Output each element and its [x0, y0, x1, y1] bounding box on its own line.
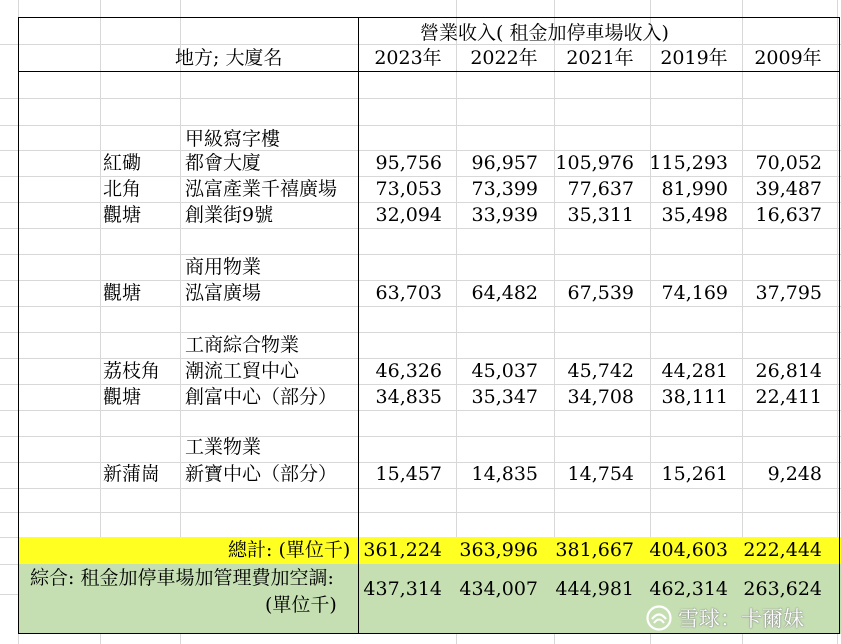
watermark — [646, 600, 804, 636]
header-column-label: 地方; 大廈名 — [175, 47, 283, 69]
value-cell: 74,169 — [661, 282, 728, 304]
header-year-1: 2022年 — [470, 47, 538, 69]
header-year-0: 2023年 — [374, 47, 442, 69]
building-cell: 創業街9號 — [185, 204, 274, 226]
gridline — [0, 358, 841, 359]
value-cell: 73,053 — [375, 178, 442, 200]
category-heading: 工商綜合物業 — [185, 334, 300, 356]
value-cell: 14,754 — [567, 463, 634, 485]
gridline — [0, 176, 841, 177]
building-cell: 新寶中心（部分） — [185, 463, 338, 485]
category-heading: 工業物業 — [185, 436, 262, 458]
gridline — [0, 512, 841, 513]
combined-label: 綜合: 租金加停車場加管理費加空調: — [30, 567, 334, 589]
gridline — [0, 150, 841, 151]
header-year-4: 2009年 — [754, 47, 822, 69]
border-right — [839, 17, 840, 634]
value-cell: 105,976 — [555, 152, 634, 174]
header-year-3: 2019年 — [660, 47, 728, 69]
value-cell: 34,708 — [567, 386, 634, 408]
category-heading: 商用物業 — [185, 256, 262, 278]
snowball-logo-icon — [646, 605, 672, 631]
value-cell: 37,795 — [755, 282, 822, 304]
gridline — [0, 202, 841, 203]
gridline — [0, 384, 841, 385]
district-cell: 荔枝角 — [103, 360, 161, 382]
watermark-text: 雪球：卡爾妹 — [678, 607, 804, 631]
value-cell: 9,248 — [767, 463, 822, 485]
district-cell: 觀塘 — [103, 204, 142, 226]
value-cell: 15,457 — [375, 463, 442, 485]
value-cell: 64,482 — [471, 282, 538, 304]
combined-value-cell: 444,981 — [555, 578, 634, 600]
value-cell: 115,293 — [649, 152, 728, 174]
gridline — [0, 488, 841, 489]
gridline — [0, 254, 841, 255]
border-left — [18, 17, 19, 634]
value-cell: 81,990 — [661, 178, 728, 200]
value-cell: 67,539 — [567, 282, 634, 304]
gridline — [0, 306, 841, 307]
header-year-2: 2021年 — [566, 47, 634, 69]
header-group-title: 營業收入( 租金加停車場收入) — [420, 22, 669, 44]
gridline — [0, 125, 841, 126]
value-cell: 63,703 — [375, 282, 442, 304]
gridline — [0, 332, 841, 333]
value-cell: 34,835 — [375, 386, 442, 408]
combined-value-cell: 437,314 — [363, 578, 442, 600]
building-cell: 潮流工貿中心 — [185, 360, 300, 382]
total-value-cell: 404,603 — [649, 539, 728, 561]
category-heading: 甲級寫字樓 — [185, 128, 281, 150]
district-cell: 觀塘 — [103, 282, 142, 304]
building-cell: 都會大廈 — [185, 152, 262, 174]
value-cell: 35,311 — [567, 204, 634, 226]
gridline — [0, 410, 841, 411]
district-cell: 北角 — [103, 178, 142, 200]
total-value-cell: 222,444 — [743, 539, 822, 561]
total-value-cell: 363,996 — [459, 539, 538, 561]
value-cell: 35,347 — [471, 386, 538, 408]
value-cell: 33,939 — [471, 204, 538, 226]
value-cell: 73,399 — [471, 178, 538, 200]
value-cell: 44,281 — [661, 360, 728, 382]
district-cell: 觀塘 — [103, 386, 142, 408]
combined-unit-label: (單位千) — [265, 594, 337, 616]
value-cell: 95,756 — [375, 152, 442, 174]
combined-value-cell: 263,624 — [743, 578, 822, 600]
combined-value-cell: 462,314 — [649, 578, 728, 600]
value-cell: 14,835 — [471, 463, 538, 485]
gridline — [0, 44, 841, 45]
gridline — [0, 436, 841, 437]
value-cell: 32,094 — [375, 204, 442, 226]
value-cell: 46,326 — [375, 360, 442, 382]
total-value-cell: 361,224 — [363, 539, 442, 561]
value-cell: 35,498 — [661, 204, 728, 226]
gridline — [0, 280, 841, 281]
gridline — [0, 98, 841, 99]
value-cell: 39,487 — [755, 178, 822, 200]
building-cell: 創富中心（部分） — [185, 386, 338, 408]
value-cell: 77,637 — [567, 178, 634, 200]
district-cell: 新蒲崗 — [103, 463, 161, 485]
value-cell: 70,052 — [755, 152, 822, 174]
building-cell: 泓富產業千禧廣場 — [185, 178, 338, 200]
value-cell: 38,111 — [661, 386, 728, 408]
district-cell: 紅磡 — [103, 152, 142, 174]
building-cell: 泓富廣場 — [185, 282, 262, 304]
value-cell: 15,261 — [661, 463, 728, 485]
value-cell: 16,637 — [755, 204, 822, 226]
value-cell: 45,037 — [471, 360, 538, 382]
combined-value-cell: 434,007 — [459, 578, 538, 600]
border-top — [18, 17, 840, 18]
total-value-cell: 381,667 — [555, 539, 634, 561]
total-label: 總計: (單位千) — [228, 539, 351, 561]
gridline — [0, 228, 841, 229]
value-cell: 22,411 — [755, 386, 822, 408]
value-cell: 45,742 — [567, 360, 634, 382]
value-cell: 26,814 — [755, 360, 822, 382]
border-header-bottom — [18, 71, 840, 72]
value-cell: 96,957 — [471, 152, 538, 174]
